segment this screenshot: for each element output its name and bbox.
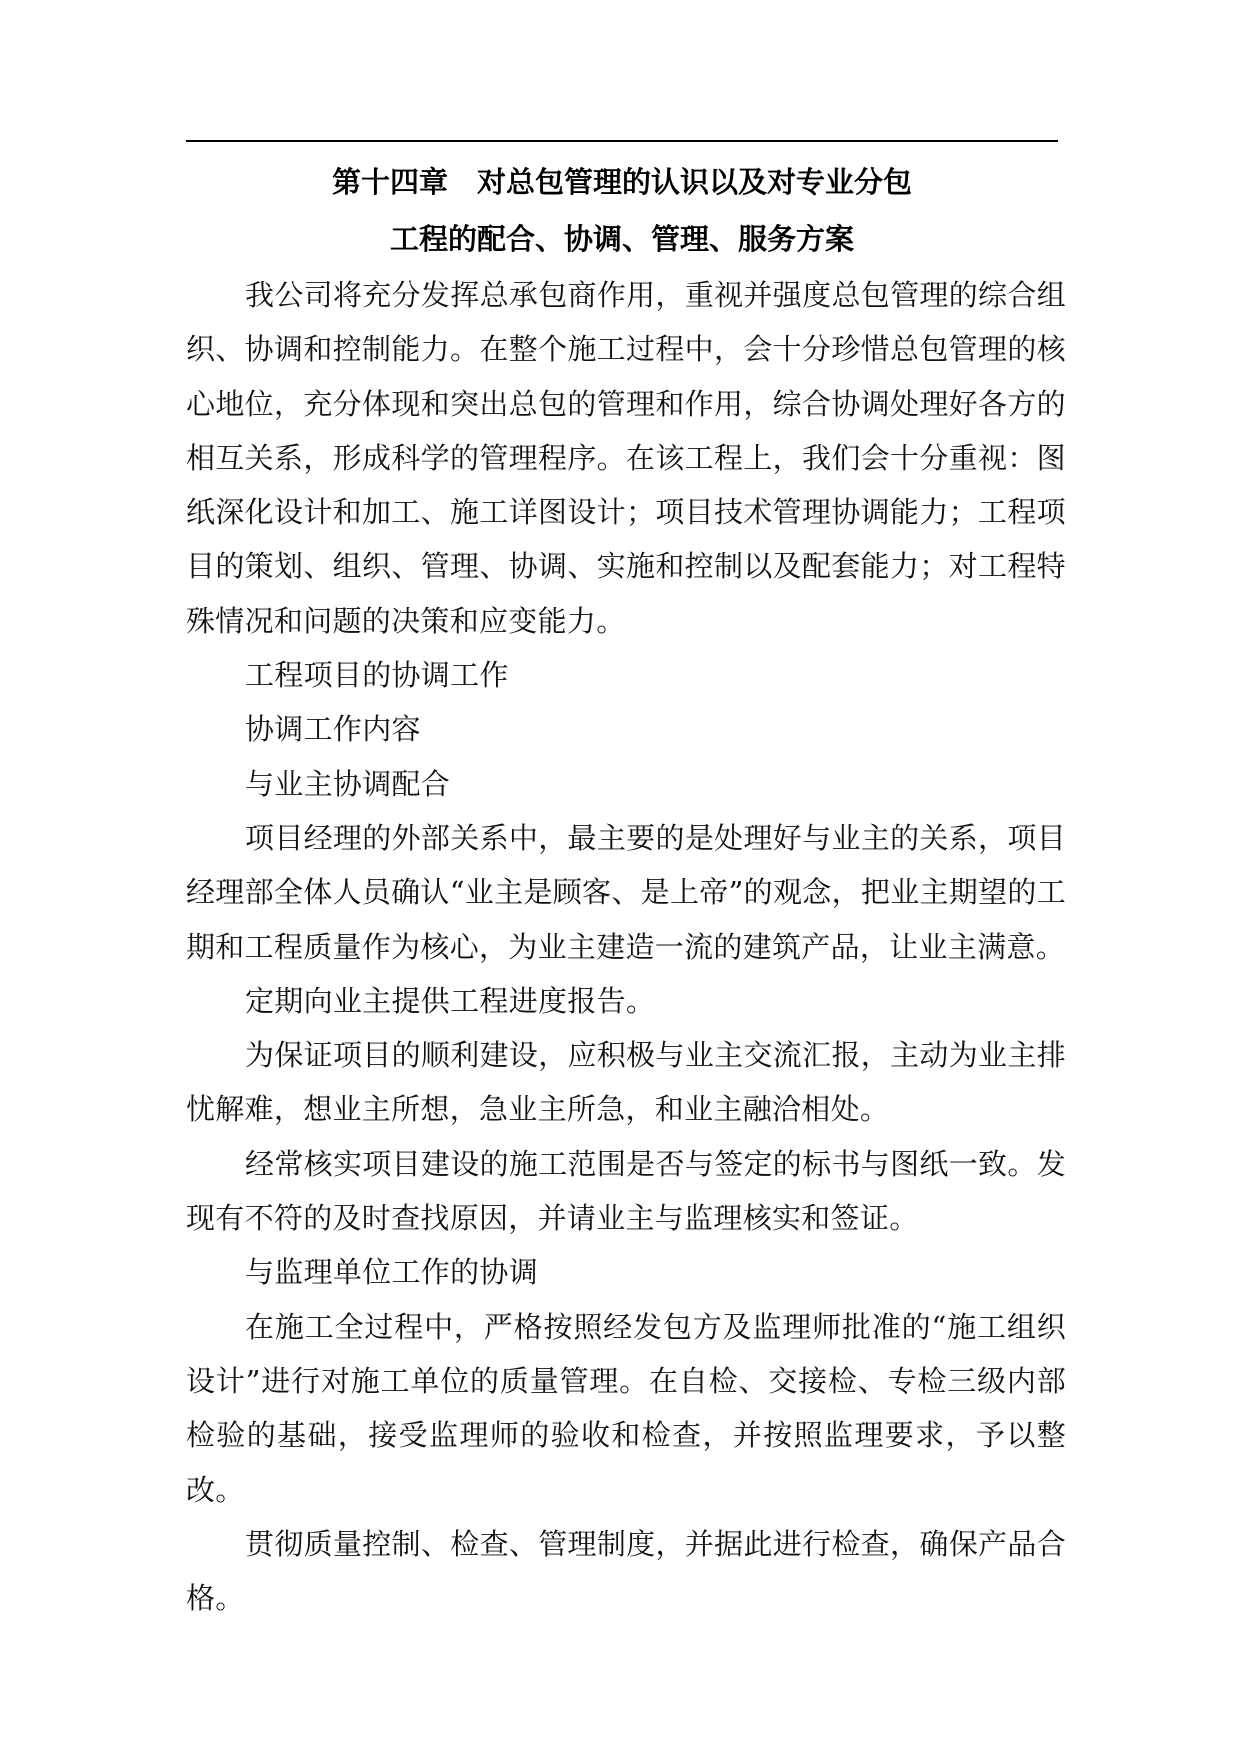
body-text bbox=[186, 268, 1066, 1625]
paragraph-communication: 为保证项目的顺利建设，应积极与业主交流汇报，主动为业主排忧解难，想业主所想，急业主所急，和业主融洽相处。 bbox=[186, 1038, 1066, 1127]
paragraph-quality-management: 在施工全过程中，严格按照经发包方及监理师批准的“施工组织设计”进行对施工单位的质量管理。在自检、交接检、专检三级内部检验的基础，接受监理师的验收和检查，并按照监理要求，予以整改。 bbox=[186, 1309, 1066, 1507]
heading-project-coordination: 工程项目的协调工作 bbox=[245, 658, 509, 693]
paragraph-quality-control: 贯彻质量控制、检查、管理制度，并据此进行检查，确保产品合格。 bbox=[186, 1526, 1066, 1616]
heading-supervision-coordination: 与监理单位工作的协调 bbox=[245, 1255, 539, 1290]
header-rule bbox=[186, 140, 1058, 142]
chapter-title-line-1: 第十四章 对总包管理的认识以及对专业分包 bbox=[331, 165, 912, 199]
chapter-title-line-2: 工程的配合、协调、管理、服务方案 bbox=[389, 222, 854, 256]
heading-owner-coordination: 与业主协调配合 bbox=[245, 766, 451, 801]
paragraph-owner-relationship: 项目经理的外部关系中，最主要的是处理好与业主的关系，项目经理部全体人员确认“业主是顾客、是上帝”的观念，把业主期望的工期和工程质量作为核心，为业主建造一流的建筑产品，让业主满意。 bbox=[186, 820, 1066, 964]
heading-coordination-content: 协调工作内容 bbox=[245, 712, 421, 747]
paragraph-progress-report: 定期向业主提供工程进度报告。 bbox=[245, 983, 656, 1018]
paragraph-scope-check: 经常核实项目建设的施工范围是否与签定的标书与图纸一致。发现有不符的及时查找原因，并请业主与监理核实和签证。 bbox=[186, 1146, 1066, 1236]
paragraph-intro: 我公司将充分发挥总承包商作用，重视并强度总包管理的综合组织、协调和控制能力。在整个施工过程中，会十分珍惜总包管理的核心地位，充分体现和突出总包的管理和作用，综合协调处理好各方的相互关系，形成科学的管理程序。在该工程上，我们会十分重视：图纸深化设计和加工、施工详图设计；项目技术管理协调能力；工程项目的策划、组织、管理、协调、实施和控制以及配套能力；对工程特殊情况和问题的决策和应变能力。 bbox=[186, 278, 1066, 638]
